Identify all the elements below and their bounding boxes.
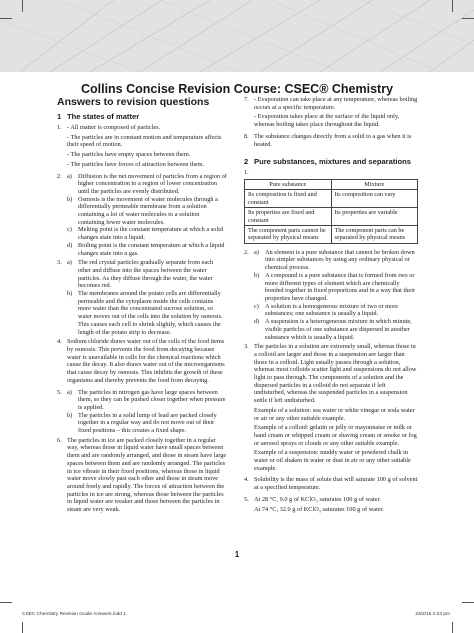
answer-item <box>244 496 418 515</box>
crop-mark <box>452 622 453 633</box>
subsection-heading-2 <box>244 157 418 166</box>
part-text: The particles in nitrogen gas have large spaces between them, so they can be pushed closer together when pressure is applied. <box>78 388 226 411</box>
table-cell: Its composition is fixed and constant <box>245 190 332 208</box>
part-label: b) <box>67 411 73 419</box>
answer-item <box>57 124 227 171</box>
answer-number: 5. <box>244 495 249 503</box>
answer-body <box>67 338 227 386</box>
part-text: Osmosis is the movement of water molecules through a differentially permeable membrane from a solution containing a lot of water molecules to a solution containing fewer water molecules. <box>78 195 218 226</box>
answer-item <box>244 133 418 150</box>
answer-body <box>67 389 227 435</box>
answer-item <box>57 389 227 435</box>
subsection-heading-1 <box>57 112 227 121</box>
answer-body <box>67 124 227 171</box>
part-label: d) <box>67 241 73 249</box>
answer-item <box>57 259 227 336</box>
part-label: a) <box>254 248 259 256</box>
answer-item <box>244 96 418 131</box>
answer-body <box>254 249 418 341</box>
answer-number: 2. <box>57 172 62 180</box>
answer-part <box>254 318 418 341</box>
footer-timestamp: 23/2/16 2:23 pm <box>415 612 450 617</box>
answer-body <box>67 173 227 258</box>
answer-part <box>67 412 227 435</box>
subsection-number: 1 <box>57 112 62 121</box>
answer-item <box>244 249 418 341</box>
answer-text: - Evaporation can take place at any temperature, whereas boiling occurs at a specific temperature. <box>254 96 418 111</box>
table-row <box>245 208 418 226</box>
subsection-title: The states of matter <box>67 112 140 121</box>
part-label: b) <box>254 271 260 279</box>
answer-number: 1. <box>244 169 249 177</box>
part-label: a) <box>67 172 72 180</box>
answer-part <box>67 196 227 227</box>
table-header-pure: Pure substance <box>245 179 332 189</box>
part-label: c) <box>67 226 72 234</box>
table-row <box>245 190 418 208</box>
answer-paragraph: Example of a colloid: gelatin or jelly or mayonnaise or milk or hand cream or whipped cream or shaving cream or smoke or fog or aerosol sprays or clouds or any other suitable example. <box>254 424 417 447</box>
answer-paragraph: Example of a suspension: muddy water or powdered chalk in water or oil shaken in water or dust in air or any other suitable example. <box>254 449 411 472</box>
comparison-table <box>244 179 418 244</box>
answer-part <box>254 303 418 318</box>
answer-body <box>254 133 418 150</box>
crop-mark <box>22 0 23 12</box>
table-cell: Its composition can vary <box>331 190 418 208</box>
answer-body <box>67 259 227 336</box>
part-text: Diffusion is the net movement of particles from a region of higher concentration to a region of lower concentration until the particles are evenly distributed. <box>78 172 227 195</box>
answer-list-right-bottom <box>244 249 418 516</box>
answer-item <box>57 338 227 386</box>
decorative-pattern <box>0 0 474 72</box>
part-label: a) <box>67 388 72 396</box>
answer-item <box>244 476 418 493</box>
answer-body <box>254 96 418 131</box>
answer-part <box>67 259 227 290</box>
answer-part <box>67 389 227 412</box>
table-row <box>245 225 418 243</box>
answer-text: - The particles have forces of attraction between them. <box>67 160 205 168</box>
answer-text: - The particles are in constant motion and temperature affects their speed of motion. <box>67 133 222 149</box>
part-label: d) <box>254 318 260 326</box>
answer-item <box>244 169 418 177</box>
answer-item <box>244 343 418 474</box>
crop-mark <box>0 602 12 603</box>
crop-mark <box>0 18 12 19</box>
table-cell: The component parts cannot be separated by physical means <box>245 225 332 243</box>
answer-number: 5. <box>57 388 62 396</box>
answer-part <box>67 173 227 196</box>
part-label: b) <box>67 290 73 298</box>
answer-text: - Evaporation takes place at the surface of the liquid only, whereas boiling takes place throughout the liquid. <box>254 113 400 129</box>
crop-mark <box>462 602 474 603</box>
part-text: A compound is a pure substance that is formed from two or more different types of element which are chemically bonded together in fixed proportions and in a way that their properties have changed. <box>265 271 416 302</box>
answer-number: 3. <box>57 259 62 267</box>
answer-number: 8. <box>244 132 249 140</box>
part-text: A suspension is a heterogeneous mixture in which minute, visible particles of one substance are dispersed in another substance which is usually a liquid. <box>265 318 412 341</box>
part-text: The membranes around the potato cells are differentially permeable and the cytoplasm inside the cells contains more water than the concentrated sucrose solution, so water moves out of the cells into the solution by osmosis. This causes each cell to shrink slightly, which causes the length of the potato strip to decrease. <box>78 290 223 336</box>
answer-number: 6. <box>57 436 62 444</box>
part-text: A solution is a homogeneous mixture of two or more substances; one substance is usually a liquid. <box>265 302 399 318</box>
answer-paragraph: Example of a solution: sea water or white vinegar or soda water or air or any other suitable example. <box>254 406 415 422</box>
answer-list-right-top <box>244 96 418 150</box>
answer-number: 7. <box>244 96 249 103</box>
answer-text: The substance changes directly from a solid to a gas when it is heated. <box>254 132 412 148</box>
answer-body <box>254 343 418 474</box>
answer-text: - All matter is composed of particles. <box>67 124 161 131</box>
subsection-title: Pure substances, mixtures and separations <box>254 157 411 167</box>
crop-mark <box>462 18 474 19</box>
answer-paragraph: The particles in a solution are extremely small, whereas those in a colloid are larger and those in a suspension are larger than those in a colloid. Light usually passes through a solution, whereas most colloids scatter light and suspensions do not allow light to pass through. The components of a solution and the dispersed particles in a colloid do not separate if left undisturbed, whereas the suspended particles in a suspension settle if left undisturbed. <box>254 343 417 405</box>
table-cell: Its properties are fixed and constant <box>245 208 332 226</box>
part-label: b) <box>67 195 73 203</box>
answer-text: The particles in ice are packed closely together in a regular way, whereas those in liquid water have small spaces between them and are randomly arranged, and those in steam have large spaces between them and are randomly arranged. The particles in ice vibrate in their fixed positions, whereas those in liquid water move slowly past each other and those in steam move around freely and rapidly. The forces of attraction between the particles in ice are strong, whereas those between the particles in liquid water are weaker and those between the particles in steam are very weak. <box>67 436 227 514</box>
answer-part <box>254 249 418 272</box>
answer-item <box>57 437 227 516</box>
answer-part <box>254 272 418 303</box>
crop-mark <box>452 0 453 12</box>
answer-number: 2. <box>244 248 249 256</box>
answer-body <box>67 437 227 516</box>
answer-text: - The particles have empty spaces between them. <box>67 151 191 159</box>
answer-number: 3. <box>244 343 249 351</box>
answer-part <box>67 226 227 241</box>
part-text: The red crystal particles gradually separate from each other and diffuse into the spaces between the water particles. As they diffuse through the water, the water becomes red. <box>78 259 214 290</box>
answer-number: 1. <box>57 124 62 131</box>
answer-paragraph: At 28 °C, 9.0 g of KClO₃ saturates 100 g of water. <box>254 495 381 503</box>
answer-item <box>57 173 227 258</box>
table-cell: Its properties are variable <box>331 208 418 226</box>
answer-number: 4. <box>244 476 249 484</box>
footer-filename: CSEC Chemistry Revision Guide Answers.indd 1 <box>22 612 126 617</box>
part-text: Melting point is the constant temperature at which a solid changes state into a liquid. <box>78 226 223 242</box>
part-text: Boiling point is the constant temperature at which a liquid changes state into a gas. <box>78 241 225 257</box>
part-label: c) <box>254 302 259 310</box>
answer-body <box>254 496 418 515</box>
answer-part <box>67 242 227 257</box>
part-text: The particles in a solid lump of lead are packed closely together in a regular way and do not move out of their fixed positions – this creates a fixed shape. <box>78 411 217 435</box>
section-title: Answers to revision questions <box>57 96 210 108</box>
answer-number: 4. <box>57 338 62 346</box>
answer-text: Sodium chloride draws water out of the cells of the food items by osmosis. This prevents the food from decaying because water is unavailable in cells for the chemical reactions which cause the decay. It also draws water out of the microorganisms that cause decay by osmosis. This inhibits the growth of these organisms and thereby prevents the food from decaying. <box>67 338 225 384</box>
answer-part <box>67 290 227 336</box>
answer-list-left <box>57 124 227 516</box>
crop-mark <box>22 622 23 633</box>
answer-paragraph: At 74 °C, 32.0 g of KClO₃ saturates 100 g of water. <box>254 505 384 513</box>
table-header-row <box>245 179 418 189</box>
part-text: An element is a pure substance that cannot be broken down into simpler substances by using any ordinary physical or chemical process. <box>265 248 415 272</box>
page-number: 1 <box>234 550 240 559</box>
left-column <box>57 96 227 518</box>
table-cell: The component parts can be separated by physical means <box>331 225 418 243</box>
header-banner <box>0 0 474 72</box>
table-header-mixture: Mixture <box>331 179 418 189</box>
part-label: a) <box>67 259 72 267</box>
answer-body <box>254 476 418 493</box>
right-column <box>244 96 418 517</box>
book-title: Collins Concise Revision Course: CSEC® Chemistry <box>80 82 394 96</box>
answer-text: Solubility is the mass of solute that will saturate 100 g of solvent at a specified temperature. <box>254 476 418 492</box>
subsection-number: 2 <box>244 157 249 167</box>
